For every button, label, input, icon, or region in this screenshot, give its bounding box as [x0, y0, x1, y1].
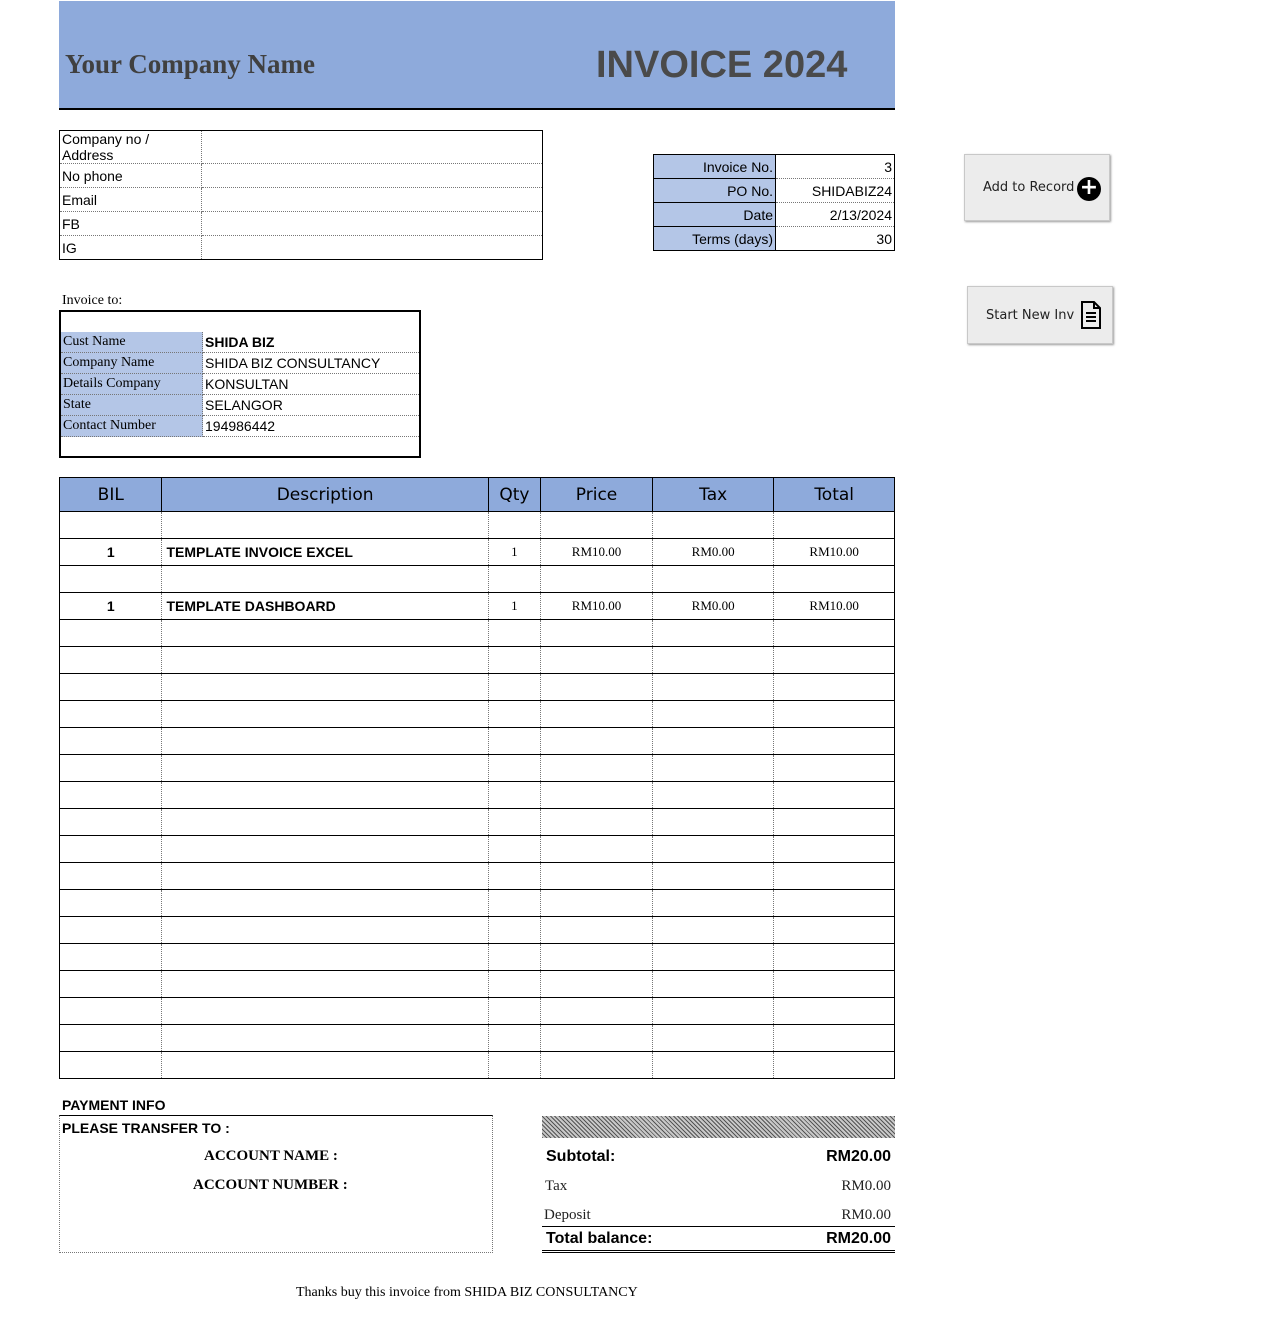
table-row: [60, 512, 895, 539]
item-price-cell[interactable]: RM10.00: [541, 539, 653, 566]
item-desc-cell[interactable]: TEMPLATE INVOICE EXCEL: [162, 539, 488, 566]
customer-field-value[interactable]: SHIDA BIZ: [203, 332, 420, 353]
customer-field-label: Company Name: [61, 353, 203, 374]
item-qty-cell[interactable]: [488, 566, 540, 593]
deposit-row: [542, 1205, 895, 1227]
item-bil-cell[interactable]: [60, 782, 162, 809]
company-info-row: [60, 212, 543, 236]
item-tax-cell[interactable]: [652, 701, 773, 728]
customer-table: [61, 332, 419, 437]
item-total-cell[interactable]: [774, 647, 895, 674]
item-bil-cell[interactable]: [60, 755, 162, 782]
item-desc-cell[interactable]: [162, 1052, 488, 1079]
item-total-cell[interactable]: [774, 809, 895, 836]
item-total-cell[interactable]: [774, 836, 895, 863]
item-price-cell[interactable]: [541, 674, 653, 701]
item-qty-cell[interactable]: 1: [488, 593, 540, 620]
item-desc-cell[interactable]: [162, 755, 488, 782]
item-tax-cell[interactable]: [652, 998, 773, 1025]
column-header: Qty: [488, 478, 540, 512]
total-balance-value: RM20.00: [826, 1230, 891, 1247]
item-total-cell[interactable]: RM10.00: [774, 539, 895, 566]
item-desc-cell[interactable]: [162, 1025, 488, 1052]
customer-field-label: Cust Name: [61, 332, 203, 353]
table-row: [60, 566, 895, 593]
item-desc-cell[interactable]: [162, 890, 488, 917]
table-row: [60, 728, 895, 755]
item-desc-cell[interactable]: [162, 836, 488, 863]
customer-field-label: Contact Number: [61, 416, 203, 437]
item-tax-cell[interactable]: [652, 755, 773, 782]
item-bil-cell[interactable]: [60, 566, 162, 593]
item-bil-cell[interactable]: [60, 809, 162, 836]
item-total-cell[interactable]: [774, 755, 895, 782]
customer-box: [59, 310, 421, 458]
item-desc-cell[interactable]: [162, 647, 488, 674]
invoice-meta-table: [653, 154, 895, 251]
company-info-row: [60, 188, 543, 212]
item-tax-cell[interactable]: [652, 971, 773, 998]
item-desc-cell[interactable]: [162, 701, 488, 728]
item-qty-cell[interactable]: [488, 1025, 540, 1052]
item-desc-cell[interactable]: [162, 971, 488, 998]
item-tax-cell[interactable]: [652, 836, 773, 863]
item-total-cell[interactable]: [774, 998, 895, 1025]
item-price-cell[interactable]: [541, 863, 653, 890]
item-price-cell[interactable]: [541, 755, 653, 782]
customer-field-label: State: [61, 395, 203, 416]
item-price-cell[interactable]: [541, 1052, 653, 1079]
item-tax-cell[interactable]: [652, 809, 773, 836]
totals-hatch-bar: [542, 1116, 895, 1138]
item-price-cell[interactable]: RM10.00: [541, 593, 653, 620]
customer-row: [61, 395, 419, 416]
item-qty-cell[interactable]: [488, 863, 540, 890]
deposit-label: Deposit: [544, 1207, 591, 1223]
table-row: [60, 701, 895, 728]
item-qty-cell[interactable]: [488, 944, 540, 971]
customer-row: [61, 416, 419, 437]
table-row: [60, 917, 895, 944]
column-header: Tax: [652, 478, 773, 512]
item-total-cell[interactable]: [774, 1052, 895, 1079]
item-total-cell[interactable]: [774, 944, 895, 971]
table-row: [60, 998, 895, 1025]
item-total-cell[interactable]: [774, 863, 895, 890]
item-qty-cell[interactable]: [488, 782, 540, 809]
item-total-cell[interactable]: [774, 620, 895, 647]
item-qty-cell[interactable]: [488, 971, 540, 998]
item-desc-cell[interactable]: [162, 512, 488, 539]
column-header: Total: [774, 478, 895, 512]
meta-row: [654, 227, 895, 251]
table-row: [60, 539, 895, 566]
item-qty-cell[interactable]: [488, 1052, 540, 1079]
item-bil-cell[interactable]: [60, 674, 162, 701]
meta-row: [654, 179, 895, 203]
meta-value[interactable]: 2/13/2024: [776, 203, 895, 227]
company-info-label: Company no / Address: [60, 131, 202, 164]
item-desc-cell[interactable]: [162, 674, 488, 701]
company-info-row: [60, 236, 543, 260]
account-number-label: ACCOUNT NUMBER :: [193, 1177, 348, 1193]
table-row: [60, 674, 895, 701]
tax-row: [542, 1176, 895, 1198]
item-bil-cell[interactable]: [60, 512, 162, 539]
item-bil-cell[interactable]: [60, 890, 162, 917]
item-desc-cell[interactable]: [162, 728, 488, 755]
item-total-cell[interactable]: [774, 512, 895, 539]
invoice-title: INVOICE 2024: [596, 44, 848, 86]
item-tax-cell[interactable]: [652, 890, 773, 917]
subtotal-label: Subtotal:: [546, 1148, 616, 1165]
customer-field-value[interactable]: 194986442: [203, 416, 420, 437]
add-to-record-button[interactable]: [964, 154, 1110, 221]
total-balance-label: Total balance:: [546, 1230, 653, 1247]
meta-value[interactable]: SHIDABIZ24: [776, 179, 895, 203]
item-price-cell[interactable]: [541, 782, 653, 809]
total-balance-row: [542, 1228, 895, 1253]
item-price-cell[interactable]: [541, 647, 653, 674]
table-row: [60, 620, 895, 647]
item-bil-cell[interactable]: 1: [60, 539, 162, 566]
item-desc-cell[interactable]: [162, 620, 488, 647]
company-info-value[interactable]: [202, 188, 543, 212]
item-price-cell[interactable]: [541, 917, 653, 944]
company-info-table: [59, 130, 543, 260]
payment-box: [59, 1115, 493, 1253]
item-bil-cell[interactable]: [60, 998, 162, 1025]
customer-row: [61, 332, 419, 353]
item-bil-cell[interactable]: 1: [60, 593, 162, 620]
item-tax-cell[interactable]: [652, 728, 773, 755]
item-total-cell[interactable]: RM10.00: [774, 593, 895, 620]
item-tax-cell[interactable]: [652, 674, 773, 701]
item-tax-cell[interactable]: [652, 944, 773, 971]
item-total-cell[interactable]: [774, 728, 895, 755]
company-info-row: [60, 131, 543, 164]
table-row: [60, 1025, 895, 1052]
item-tax-cell[interactable]: [652, 1025, 773, 1052]
item-total-cell[interactable]: [774, 782, 895, 809]
item-total-cell[interactable]: [774, 566, 895, 593]
item-bil-cell[interactable]: [60, 917, 162, 944]
items-table: [59, 477, 895, 1079]
item-qty-cell[interactable]: [488, 674, 540, 701]
item-price-cell[interactable]: [541, 809, 653, 836]
item-desc-cell[interactable]: [162, 944, 488, 971]
item-qty-cell[interactable]: 1: [488, 539, 540, 566]
table-row: [60, 944, 895, 971]
meta-label: Invoice No.: [654, 155, 776, 179]
item-price-cell[interactable]: [541, 728, 653, 755]
start-new-invoice-button[interactable]: [967, 286, 1113, 344]
company-name: Your Company Name: [65, 49, 316, 79]
table-row: [60, 782, 895, 809]
item-total-cell[interactable]: [774, 971, 895, 998]
item-total-cell[interactable]: [774, 701, 895, 728]
tax-label: Tax: [545, 1178, 568, 1194]
company-info-label: IG: [60, 236, 202, 260]
item-desc-cell[interactable]: [162, 998, 488, 1025]
company-info-label: No phone: [60, 164, 202, 188]
item-tax-cell[interactable]: [652, 863, 773, 890]
company-info-label: Email: [60, 188, 202, 212]
item-desc-cell[interactable]: TEMPLATE DASHBOARD: [162, 593, 488, 620]
item-qty-cell[interactable]: [488, 701, 540, 728]
item-bil-cell[interactable]: [60, 701, 162, 728]
table-row: [60, 755, 895, 782]
item-desc-cell[interactable]: [162, 863, 488, 890]
plus-circle-icon: +: [1077, 177, 1101, 201]
item-bil-cell[interactable]: [60, 728, 162, 755]
tax-value: RM0.00: [841, 1178, 891, 1194]
table-row: [60, 593, 895, 620]
table-row: [60, 809, 895, 836]
item-qty-cell[interactable]: [488, 647, 540, 674]
item-price-cell[interactable]: [541, 890, 653, 917]
subtotal-row: [542, 1146, 895, 1168]
item-total-cell[interactable]: [774, 917, 895, 944]
meta-value[interactable]: 30: [776, 227, 895, 251]
item-total-cell[interactable]: [774, 890, 895, 917]
table-row: [60, 647, 895, 674]
meta-row: [654, 155, 895, 179]
table-row: [60, 890, 895, 917]
company-info-value[interactable]: [202, 236, 543, 260]
meta-label: Terms (days): [654, 227, 776, 251]
item-desc-cell[interactable]: [162, 566, 488, 593]
company-info-label: FB: [60, 212, 202, 236]
item-bil-cell[interactable]: [60, 863, 162, 890]
item-desc-cell[interactable]: [162, 917, 488, 944]
item-price-cell[interactable]: [541, 1025, 653, 1052]
transfer-label: PLEASE TRANSFER TO :: [62, 1120, 230, 1136]
item-bil-cell[interactable]: [60, 647, 162, 674]
item-tax-cell[interactable]: [652, 782, 773, 809]
item-bil-cell[interactable]: [60, 944, 162, 971]
subtotal-value: RM20.00: [826, 1148, 891, 1165]
item-desc-cell[interactable]: [162, 809, 488, 836]
item-qty-cell[interactable]: [488, 890, 540, 917]
document-icon: [1080, 301, 1102, 329]
customer-field-value[interactable]: SHIDA BIZ CONSULTANCY: [203, 353, 420, 374]
item-qty-cell[interactable]: [488, 512, 540, 539]
item-tax-cell[interactable]: [652, 620, 773, 647]
meta-label: PO No.: [654, 179, 776, 203]
item-bil-cell[interactable]: [60, 620, 162, 647]
item-tax-cell[interactable]: [652, 566, 773, 593]
customer-field-value[interactable]: KONSULTAN: [203, 374, 420, 395]
item-tax-cell[interactable]: RM0.00: [652, 539, 773, 566]
company-info-value[interactable]: [202, 212, 543, 236]
item-bil-cell[interactable]: [60, 1025, 162, 1052]
item-qty-cell[interactable]: [488, 836, 540, 863]
item-tax-cell[interactable]: [652, 1052, 773, 1079]
meta-value[interactable]: 3: [776, 155, 895, 179]
item-total-cell[interactable]: [774, 674, 895, 701]
table-row: [60, 836, 895, 863]
item-price-cell[interactable]: [541, 971, 653, 998]
table-row: [60, 1052, 895, 1079]
item-bil-cell[interactable]: [60, 1052, 162, 1079]
item-price-cell[interactable]: [541, 944, 653, 971]
company-info-value[interactable]: [202, 164, 543, 188]
item-price-cell[interactable]: [541, 620, 653, 647]
table-row: [60, 971, 895, 998]
meta-label: Date: [654, 203, 776, 227]
customer-field-label: Details Company: [61, 374, 203, 395]
column-header: Price: [541, 478, 653, 512]
invoice-header: [59, 1, 895, 110]
item-qty-cell[interactable]: [488, 620, 540, 647]
thanks-note: Thanks buy this invoice from SHIDA BIZ CONSULTANCY: [296, 1285, 638, 1300]
payment-info-heading: PAYMENT INFO: [62, 1097, 166, 1113]
company-info-value[interactable]: [202, 131, 543, 164]
item-tax-cell[interactable]: [652, 917, 773, 944]
item-bil-cell[interactable]: [60, 971, 162, 998]
item-tax-cell[interactable]: [652, 647, 773, 674]
table-row: [60, 863, 895, 890]
item-qty-cell[interactable]: [488, 998, 540, 1025]
item-qty-cell[interactable]: [488, 728, 540, 755]
invoice-to-label: Invoice to:: [62, 293, 123, 308]
customer-row: [61, 374, 419, 395]
add-to-record-label: Add to Record: [983, 180, 1075, 195]
start-new-invoice-label: Start New Inv: [986, 307, 1075, 323]
item-tax-cell[interactable]: RM0.00: [652, 593, 773, 620]
company-info-row: [60, 164, 543, 188]
item-price-cell[interactable]: [541, 836, 653, 863]
customer-row: [61, 353, 419, 374]
item-price-cell[interactable]: [541, 998, 653, 1025]
meta-row: [654, 203, 895, 227]
item-price-cell[interactable]: [541, 701, 653, 728]
customer-field-value[interactable]: SELANGOR: [203, 395, 420, 416]
column-header: Description: [162, 478, 488, 512]
item-qty-cell[interactable]: [488, 755, 540, 782]
account-name-label: ACCOUNT NAME :: [204, 1148, 338, 1164]
column-header: BIL: [60, 478, 162, 512]
item-price-cell[interactable]: [541, 566, 653, 593]
item-bil-cell[interactable]: [60, 836, 162, 863]
item-desc-cell[interactable]: [162, 782, 488, 809]
item-price-cell[interactable]: [541, 512, 653, 539]
item-qty-cell[interactable]: [488, 809, 540, 836]
item-qty-cell[interactable]: [488, 917, 540, 944]
item-tax-cell[interactable]: [652, 512, 773, 539]
item-total-cell[interactable]: [774, 1025, 895, 1052]
deposit-value: RM0.00: [841, 1207, 891, 1223]
